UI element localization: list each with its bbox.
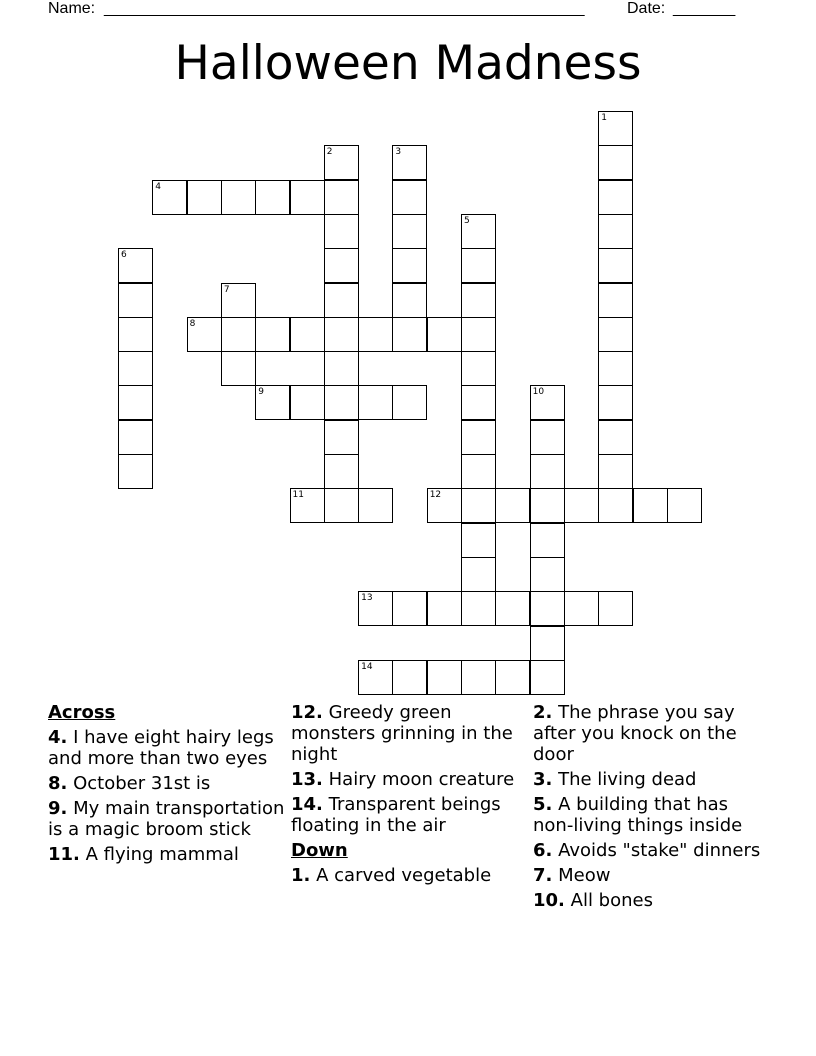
grid-cell[interactable] xyxy=(461,317,496,352)
clue-number: 7 xyxy=(223,284,230,295)
grid-cell[interactable] xyxy=(324,385,359,420)
clue-column-1 xyxy=(48,702,286,869)
grid-cell[interactable] xyxy=(324,488,359,523)
clue-number: 5 xyxy=(464,215,470,226)
grid-cell[interactable] xyxy=(152,180,187,215)
date-label: Date: xyxy=(627,0,666,17)
grid-cell[interactable] xyxy=(530,385,565,420)
grid-cell[interactable] xyxy=(530,626,565,661)
grid-cell[interactable] xyxy=(221,317,256,352)
clue-across-12: 12. Greedy green monsters grinning in the night xyxy=(291,702,513,765)
grid-cell[interactable] xyxy=(392,283,427,318)
grid-cell[interactable] xyxy=(290,385,325,420)
grid-cell[interactable] xyxy=(392,385,427,420)
grid-cell[interactable] xyxy=(290,488,325,523)
grid-cell[interactable] xyxy=(598,214,633,249)
grid-cell[interactable] xyxy=(187,317,222,352)
grid-cell[interactable] xyxy=(461,283,496,318)
name-blank[interactable]: ______________________________________________________ xyxy=(104,0,585,17)
grid-cell[interactable] xyxy=(427,488,462,523)
grid-cell[interactable] xyxy=(461,660,496,695)
grid-cell[interactable] xyxy=(290,317,325,352)
clue-number: 3 xyxy=(395,147,402,158)
grid-cell[interactable] xyxy=(598,283,633,318)
grid-cell[interactable] xyxy=(530,454,565,489)
grid-cell[interactable] xyxy=(221,180,256,215)
clue-across-8: 8. October 31st is xyxy=(48,773,211,794)
grid-cell[interactable] xyxy=(324,420,359,455)
grid-cell[interactable] xyxy=(392,660,427,695)
grid-cell[interactable] xyxy=(358,660,393,695)
grid-cell[interactable] xyxy=(598,488,633,523)
clue-down-7: 7. Meow xyxy=(533,865,611,886)
grid-cell[interactable] xyxy=(290,180,325,215)
clue-across-14: 14. Transparent beings floating in the air xyxy=(291,794,501,836)
grid-cell[interactable] xyxy=(392,145,427,180)
grid-cell[interactable] xyxy=(324,283,359,318)
grid-cell[interactable] xyxy=(221,351,256,386)
page-title: Halloween Madness xyxy=(174,36,642,91)
grid-cell[interactable] xyxy=(118,317,153,352)
clue-column-3 xyxy=(533,702,773,915)
grid-cell[interactable] xyxy=(667,488,702,523)
grid-cell[interactable] xyxy=(495,488,530,523)
grid-cell[interactable] xyxy=(530,591,565,626)
clue-number: 11 xyxy=(292,490,304,501)
grid-cell[interactable] xyxy=(427,317,462,352)
clue-column-2 xyxy=(291,702,531,890)
clue-across-11: 11. A flying mammal xyxy=(48,844,239,865)
grid-cell[interactable] xyxy=(324,145,359,180)
grid-cell[interactable] xyxy=(324,214,359,249)
grid-cell[interactable] xyxy=(598,591,633,626)
clue-down-10: 10. All bones xyxy=(533,890,653,911)
grid-cell[interactable] xyxy=(358,488,393,523)
clue-number: 10 xyxy=(532,387,545,398)
grid-cell[interactable] xyxy=(392,214,427,249)
clue-across-13: 13. Hairy moon creature xyxy=(291,769,515,790)
grid-cell[interactable] xyxy=(324,317,359,352)
grid-cell[interactable] xyxy=(564,591,599,626)
grid-cell[interactable] xyxy=(530,488,565,523)
grid-cell[interactable] xyxy=(358,317,393,352)
grid-cell[interactable] xyxy=(358,591,393,626)
grid-cell[interactable] xyxy=(598,351,633,386)
clue-down-6: 6. Avoids "stake" dinners xyxy=(533,840,761,861)
date-blank[interactable]: _______ xyxy=(673,0,736,17)
grid-cell[interactable] xyxy=(461,591,496,626)
grid-cell[interactable] xyxy=(221,283,256,318)
grid-cell[interactable] xyxy=(324,454,359,489)
grid-cell[interactable] xyxy=(392,248,427,283)
grid-cell[interactable] xyxy=(392,591,427,626)
grid-cell[interactable] xyxy=(564,488,599,523)
grid-cell[interactable] xyxy=(598,317,633,352)
grid-cell[interactable] xyxy=(255,317,290,352)
grid-cell[interactable] xyxy=(427,660,462,695)
grid-cell[interactable] xyxy=(530,523,565,558)
grid-cell[interactable] xyxy=(392,180,427,215)
grid-cell[interactable] xyxy=(461,557,496,592)
grid-cell[interactable] xyxy=(495,591,530,626)
grid-cell[interactable] xyxy=(530,660,565,695)
grid-cell[interactable] xyxy=(461,523,496,558)
grid-cell[interactable] xyxy=(461,454,496,489)
grid-cell[interactable] xyxy=(598,248,633,283)
grid-cell[interactable] xyxy=(118,420,153,455)
grid-cell[interactable] xyxy=(461,385,496,420)
clue-down-3: 3. The living dead xyxy=(533,769,697,790)
clue-down-1: 1. A carved vegetable xyxy=(291,865,492,886)
grid-cell[interactable] xyxy=(255,385,290,420)
grid-cell[interactable] xyxy=(118,283,153,318)
clue-number: 2 xyxy=(326,147,333,158)
clue-across-4: 4. I have eight hairy legs and more than two eyes xyxy=(48,727,274,769)
grid-cell[interactable] xyxy=(461,248,496,283)
clue-number: 6 xyxy=(121,250,127,261)
grid-cell[interactable] xyxy=(118,248,153,283)
clue-number: 1 xyxy=(601,113,607,123)
grid-cell[interactable] xyxy=(427,591,462,626)
grid-cell[interactable] xyxy=(118,351,153,386)
grid-cell[interactable] xyxy=(461,351,496,386)
grid-cell[interactable] xyxy=(598,454,633,489)
grid-cell[interactable] xyxy=(598,385,633,420)
grid-cell[interactable] xyxy=(495,660,530,695)
grid-cell[interactable] xyxy=(392,317,427,352)
grid-cell[interactable] xyxy=(598,111,633,146)
grid-cell[interactable] xyxy=(530,420,565,455)
down-heading: Down xyxy=(291,840,348,861)
clue-across-9: 9. My main transportation is a magic broom stick xyxy=(48,798,285,840)
grid-cell[interactable] xyxy=(255,180,290,215)
grid-cell[interactable] xyxy=(530,557,565,592)
grid-cell[interactable] xyxy=(358,385,393,420)
clue-number: 13 xyxy=(361,593,373,604)
grid-cell[interactable] xyxy=(598,145,633,180)
grid-cell[interactable] xyxy=(324,180,359,215)
clue-number: 8 xyxy=(189,318,196,329)
grid-cell[interactable] xyxy=(118,385,153,420)
grid-cell[interactable] xyxy=(633,488,668,523)
clue-down-2: 2. The phrase you say after you knock on the door xyxy=(533,702,737,765)
grid-cell[interactable] xyxy=(461,488,496,523)
grid-cell[interactable] xyxy=(118,454,153,489)
clue-down-5: 5. A building that has non-living things inside xyxy=(533,794,743,836)
grid-cell[interactable] xyxy=(461,420,496,455)
grid-cell[interactable] xyxy=(324,351,359,386)
clue-number: 14 xyxy=(361,661,373,672)
across-heading: Across xyxy=(48,702,116,723)
grid-cell[interactable] xyxy=(324,248,359,283)
grid-cell[interactable] xyxy=(187,180,222,215)
grid-cell[interactable] xyxy=(598,180,633,215)
clue-number: 12 xyxy=(429,490,442,501)
clue-number: 4 xyxy=(155,181,162,192)
clue-number: 9 xyxy=(258,387,264,398)
grid-cell[interactable] xyxy=(598,420,633,455)
name-label: Name: xyxy=(48,0,96,17)
grid-cell[interactable] xyxy=(461,214,496,249)
